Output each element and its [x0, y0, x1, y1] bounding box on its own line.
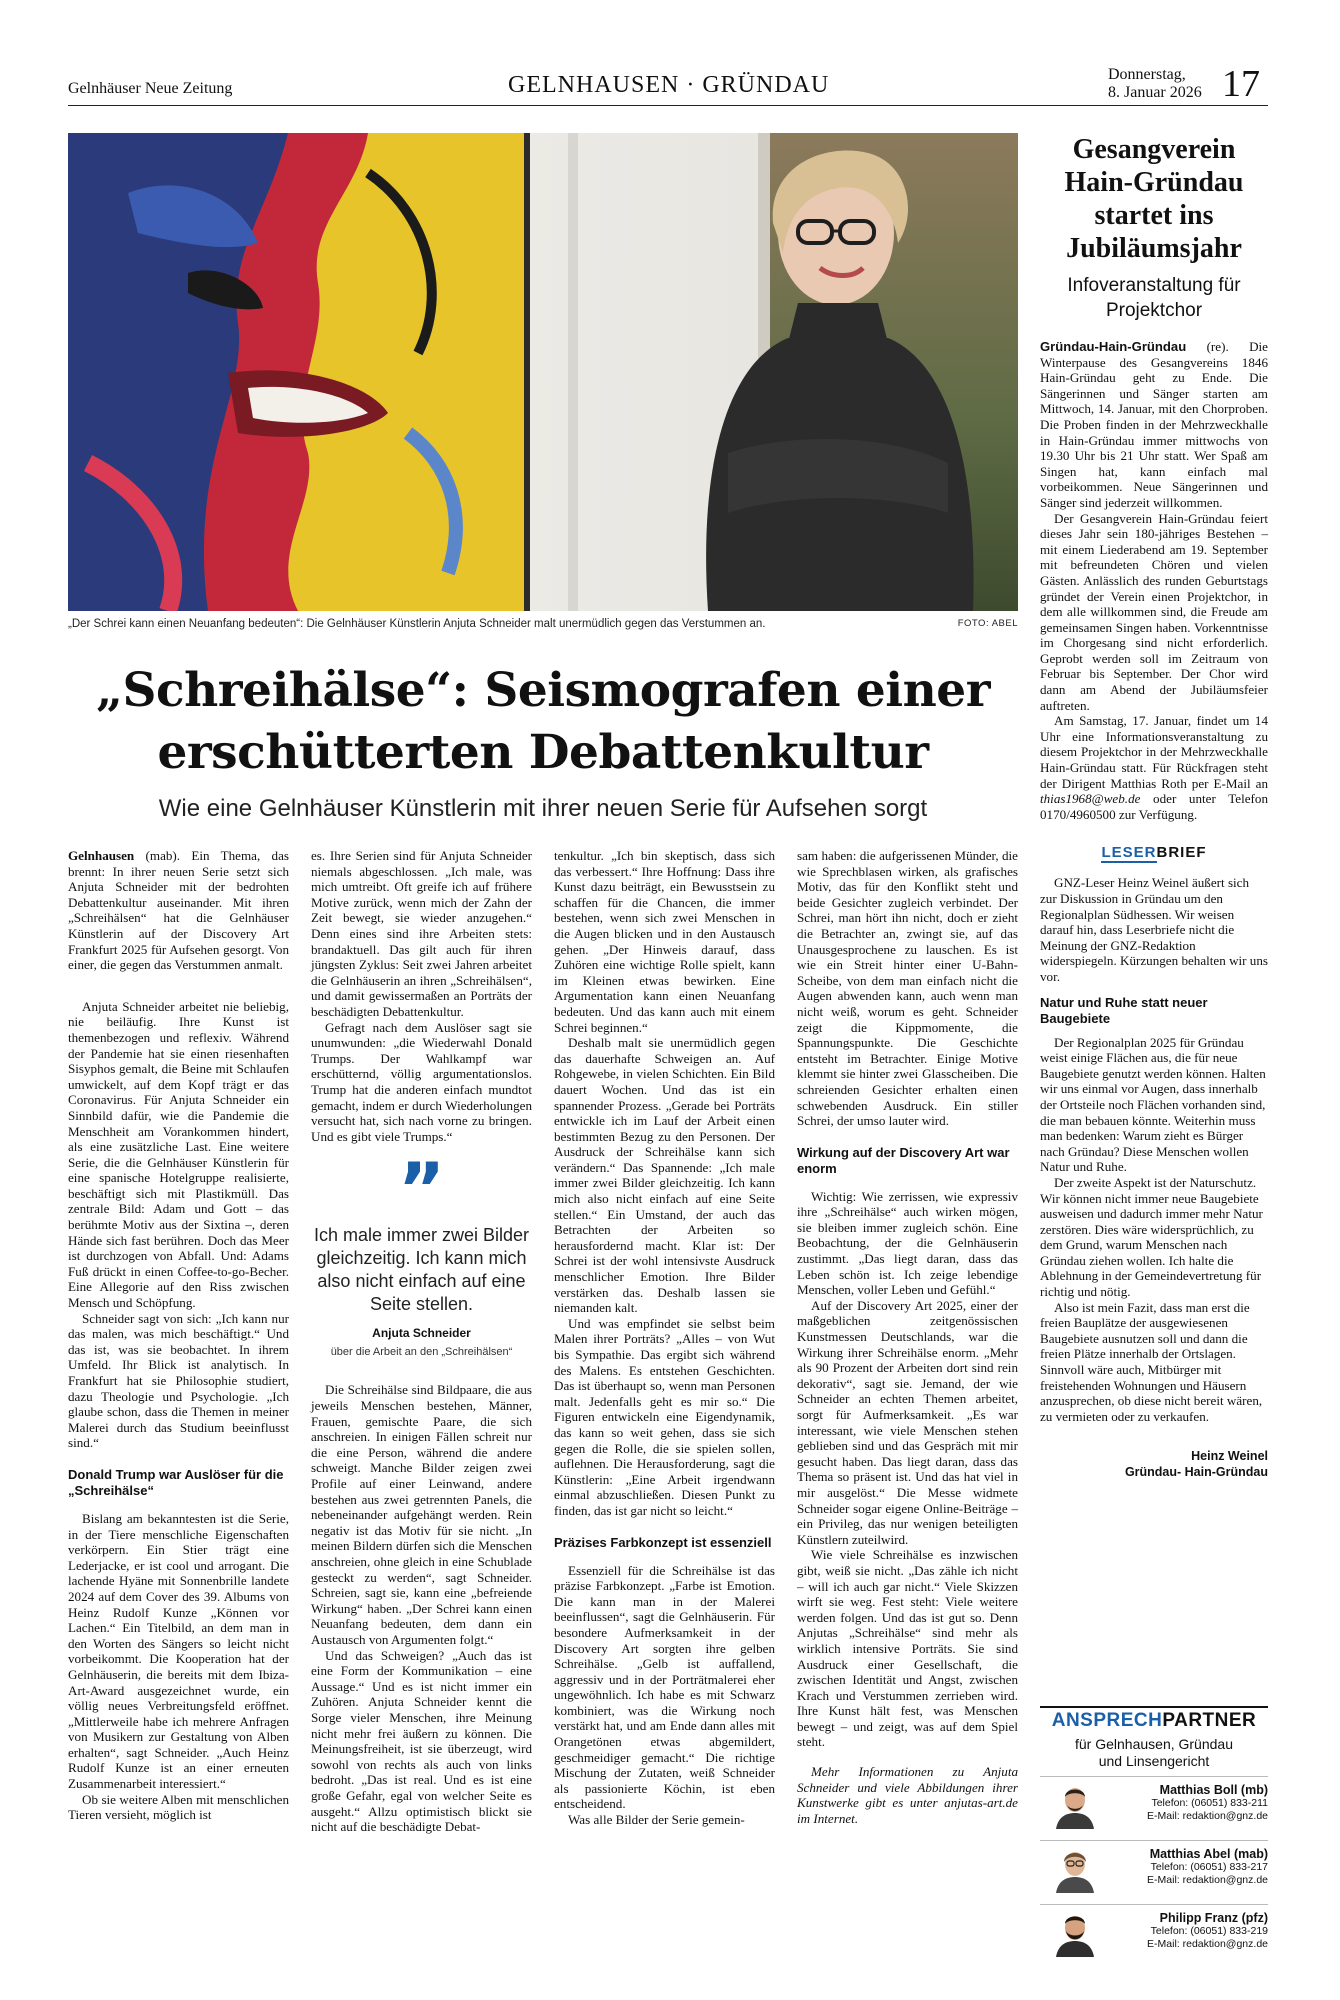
ansprechpartner-subtitle: für Gelnhausen, Gründau und Linsengericht [1075, 1736, 1233, 1769]
article-paragraph: Was alle Bilder der Serie gemein- [568, 1812, 745, 1828]
contact-card [1040, 1776, 1268, 1834]
article-subhead: Wie eine Gelnhäuser Künstlerin mit ihrer neuen Serie für Aufsehen sorgt [158, 795, 928, 822]
leserbrief-paragraph: Der zweite Aspekt ist der Naturschutz. Wir können nicht immer neue Baugebiete ausweisen und dadurch immer mehr Natur zerstören. Dies wäre widersprüchlich, zu dem Grund, warum Menschen nach Gründau ziehen wollen. Ich halte die Ablehnung in der Gemeindevertretung für richtig und nötig. [1040, 1174, 1263, 1300]
article-lead: Gelnhausen (mab). Ein Thema, das brennt: In ihrer neuen Serie setzt sich Anjuta Schneider mit der bedrohten Debattenkultur auseinander. Mit ihren „Schreihälsen“ hat die Gelnhäuser Künstlerin auf der Discovery Art Frankfurt 2025 für Aufsehen gesorgt. Von einer, die gegen das Verstummen anmalt. [68, 848, 289, 973]
contact-email[interactable]: E-Mail: redaktion@gnz.de [1147, 1810, 1268, 1822]
article-headline: „Schreihälse“: Seismografen einer erschütterten Debattenkultur [96, 663, 990, 780]
ansprechpartner-box [1040, 1706, 1268, 1950]
photo-credit: FOTO: ABEL [957, 618, 1018, 629]
ansprechpartner-title: ANSPRECHPARTNER [1040, 1706, 1268, 1732]
photo-caption: „Der Schrei kann einen Neuanfang bedeuten“: Die Gelnhäuser Künstlerin Anjuta Schneider malt unermüdlich gegen das Verstummen an. FOTO: ABEL [68, 618, 1018, 630]
leserbrief-intro: GNZ-Leser Heinz Weinel äußert sich zur Diskussion in Gründau um den Regionalplan Südhessen. Wir weisen darauf hin, dass Leserbriefe nicht die Meinung der GNZ-Redaktion widerspiegeln. Kürzungen behalten wir uns vor. [1040, 875, 1268, 984]
newspaper-name: Gelnhäuser Neue Zeitung [68, 80, 233, 97]
contact-phone: Telefon: (06051) 833-219 [1150, 1925, 1268, 1937]
article-paragraph: Gefragt nach dem Auslöser sagt sie unumwunden: „die Wiederwahl Donald Trumps. Der Wahlkampf war erschütternd, völlig argumentationslos. Trump hat die anderen einfach mundtot gemacht, indem er durch Wiederholungen versucht hat, sich nach vorne zu bringen. Und es gibt viele Trumps.“ [311, 1019, 532, 1144]
sidebar-paragraph: Gründau-Hain-Gründau (re). Die Winterpause des Gesangvereins 1846 Hain-Gründau geht zu Ende. Die Sängerinnen und Sänger starten am Mittwoch, 14. Januar, mit den Chorproben. Die Proben finden in der Mehrzweckhalle in Hain-Gründau immer mittwochs von 19.30 Uhr bis 21 Uhr statt. Wer Spaß am Singen hat, kann einfach mal vorbeikommen. Neue Sängerinnen und Sänger sind jederzeit willkommen. [1040, 339, 1268, 510]
pull-quote [311, 1147, 532, 1360]
contact-name: Matthias Abel (mab) [1149, 1847, 1268, 1861]
contact-phone: Telefon: (06051) 833-217 [1150, 1861, 1268, 1873]
sidebar-paragraph: Der Gesangverein Hain-Gründau feiert dieses Jahr sein 180-jähriges Bestehen – mit einem Liederabend am 19. September mit befreundeten Chören und vielen Gästen. Anlässlich des runden Geburtstags gründet der Verein einen Projektchor, in dem alle willkommen sind, die Freude am gemeinsamen Singen haben. Vorkenntnisse im Chorgesang sind nicht erforderlich. Geprobt werden soll im Zeitraum von Februar bis September. Der Chor wird dann am Abend der Jubiläumsfeier auftreten. [1040, 510, 1268, 713]
leserbrief-paragraph: Also ist mein Fazit, dass man erst die freien Bauplätze der ausgewiesenen Baugebiete ausnutzen soll und dann die freien Plätze innerhalb der Ortslagen. Sinnvoll wäre auch, Mitbürger mit freistehenden Wohnungen und Häusern anzusprechen, ob diese nicht bereit wären, zu vermieten oder zu verkaufen. [1040, 1299, 1263, 1424]
contact-name: Matthias Boll (mb) [1159, 1783, 1268, 1797]
quote-role: über die Arbeit an den „Schreihälsen“ [330, 1345, 513, 1358]
article-subheading: Wirkung auf der Discovery Art war enorm [797, 1144, 1010, 1176]
article-paragraph: tenkultur. „Ich bin skeptisch, dass sich das verbessert.“ Ihre Hoffnung: Dass ihre Kunst dazu beiträgt, ein Bewusstsein zu schaffen für die Chancen, die immer bestehen, wenn sich zwei Menschen in die Augen blicken und in den Austausch gehen. „Der Hinweis darauf, dass Zuhören eine wichtige Rolle spielt, kann im Kleinen etwas bewirken. Eine Argumentation kann einen Neuanfang bedeuten. Und das kann auch mit einem Schrei beginnen.“ [554, 848, 775, 1035]
article-info-note: Mehr Informationen zu Anjuta Schneider und viele Abbildungen ihrer Kunstwerke gibt es unter anjutas-art.de im Internet. [797, 1764, 1018, 1826]
article-paragraph: Essenziell für die Schreihälse ist das präzise Farbkonzept. „Farbe ist Emotion. Die kann man in der Malerei beeinflussen“, sagt die Gelnhäuserin. Für besondere Aufmerksamkeit in der Discovery Art sorgten ihre gelben Schreihälse. „Gelb ist auffallend, aggressiv und in der Porträtmalerei eher ungewöhnlich. Ich habe es mit Schwarz kombiniert, was die Wirkung noch verstärkt hat, und am Ende dann alles mit Orangetönen etwas abgemildert, geschmeidiger gemacht.“ Die richtige Mischung der Zutaten, weiß Schneider als passionierte Köchin, ist eben entscheidend. [554, 1562, 775, 1812]
photo-artist-with-painting [68, 133, 1018, 611]
leserbrief [1040, 875, 1268, 1480]
sidebar-article [1040, 339, 1268, 822]
avatar [1052, 1845, 1098, 1893]
article-paragraph: Wie viele Schreihälse es inzwischen gibt, weiß sie nicht. „Das zähle ich nicht – will ich auch gar nicht.“ Viele Skizzen wirft sie weg. Fest steht: Viele weitere werden folgen. Und das ist gut so. Denn Anjutas „Schreihälse“ sind mehr als wirklich intensive Porträts. Sie sind Ausdruck einer Gesellschaft, die zwischen Identität und Angst, zwischen Krach und Verstummen zerrieben wird. Ihre Kunst hält fest, was Menschen bewegt – und zeigt, was auf dem Spiel steht. [797, 1547, 1018, 1750]
article-column-1 [68, 848, 289, 1823]
article-paragraph: es. Ihre Serien sind für Anjuta Schneider niemals abgeschlossen. „Ich male, was mich umtreibt. Oft greife ich auf frühere Motive zurück, wenn mich der Zahn der Zeit bewegt, sie wieder anzugehen.“ Denn eines sind ihre Arbeiten stets: brandaktuell. Das gilt auch für ihren jüngsten Zyklus: Seit zwei Jahren arbeitet die Gelnhäuserin an ihren „Schreihälsen“, und damit gewissermaßen an Porträts der beschädigten Debattenkultur. [311, 848, 532, 1019]
contact-email[interactable]: E-Mail: redaktion@gnz.de [1147, 1938, 1268, 1950]
contact-card [1040, 1904, 1268, 1962]
page-number: 17 [1222, 63, 1260, 105]
article-paragraph: Und was empfindet sie selbst beim Malen ihrer Porträts? „Alles – von Wut bis Sympathie. Das ergibt sich während des Malens. Es entstehen Geschichten. Das ist überhaupt so, wenn man Personen malt. Jedenfalls geht es mir so.“ Die Figuren entwickeln eine Eigendynamik, das kann so weit gehen, dass sie sich gegen die Rolle, die sie spielen sollen, auflehnen. Die Herausforderung, sagt die Künstlerin: „Eine Arbeit irgendwann einmal abzuschließen. Diesen Punkt zu finden, das ist gar nicht so leicht.“ [554, 1315, 775, 1518]
leserbrief-heading: Natur und Ruhe statt neuer Baugebiete [1040, 994, 1208, 1026]
contact-email[interactable]: E-Mail: redaktion@gnz.de [1147, 1874, 1268, 1886]
contact-phone: Telefon: (06051) 833-211 [1151, 1797, 1268, 1809]
article-subheading: Donald Trump war Auslöser für die „Schreihälse“ [68, 1466, 284, 1498]
masthead [68, 58, 1268, 106]
article-subheading: Präzises Farbkonzept ist essenziell [554, 1534, 772, 1550]
contact-name: Philipp Franz (pfz) [1159, 1911, 1268, 1925]
contact-email-link[interactable]: thias1968@web.de [1040, 791, 1141, 807]
article-column-3 [554, 848, 775, 1828]
sidebar-paragraph: Am Samstag, 17. Januar, findet um 14 Uhr eine Informationsveranstaltung zu diesem Projektchor in der Mehrzweckhalle Hain-Gründau statt. Für Rückfragen steht der Dirigent Matthias Roth per E-Mail an thias1968@web.de oder unter Telefon 0170/4960500 zur Verfügung. [1040, 713, 1268, 822]
leserbrief-label: LESERBRIEF [1101, 844, 1207, 862]
avatar [1052, 1781, 1098, 1829]
sidebar-headline: Gesangverein Hain-Gründau startet ins Jubiläumsjahr [1064, 134, 1244, 264]
quote-author: Anjuta Schneider [372, 1326, 471, 1341]
leserbrief-signature: Heinz Weinel Gründau- Hain-Gründau [1124, 1449, 1268, 1480]
section-title: GELNHAUSEN · GRÜNDAU [508, 72, 830, 98]
article-paragraph: Anjuta Schneider arbeitet nie beliebig, nie beiläufig. Ihre Kunst ist themenbezogen und reflexiv. Während der Pandemie hat sie einen riesenhaften Sisyphos gemalt, die Beine mit Schlaufen umwickelt, auf dem Kopf trägt er das Coronavirus. Für Anjuta Schneider ein Sinnbild dafür, wie die Pandemie die Menschheit am Vorankommen hindert, als eine zusätzliche Last. Eine weitere Serie, die die Gelnhäuser Künstlerin für eine spanische Hotelgruppe realisierte, beschäftigt sich mit Plastikmüll. Das zentrale Bild: Adam und Gott – das berühmte Motiv aus der Sixtina –, deren Hände sich fast berühren. Doch das Meer ist durchzogen von Abfall. Und: Adams Fuß drückt in einen Coffee-to-go-Becher. Eine Allegorie auf den Riss zwischen Mensch und Schöpfung. [68, 998, 289, 1311]
avatar [1052, 1909, 1098, 1957]
article-paragraph: Schneider sagt von sich: „Ich kann nur das malen, was mich beschäftigt.“ Und das ist, was sie beobachtet. In ihrem Umfeld. Ihr Blick ist analytisch. In Frankfurt hat sie Philosophie studiert, dazu Theologie und Psychologie. „Ich glaube schon, dass die Themen in meiner Malerei durch das Studium beeinflusst sind.“ [68, 1310, 289, 1451]
quote-text: Ich male immer zwei Bilder gleichzeitig. Ich kann mich also nicht einfach auf eine Seite stellen. [313, 1225, 530, 1315]
leserbrief-paragraph: Der Regionalplan 2025 für Gründau weist einige Flächen aus, die für neue Baugebiete genutzt werden können. Halten wir uns einmal vor Augen, dass innerhalb der Ortsteile noch Flächen vorhanden sind, die man bebauen könnte. Weiterhin muss man bedenken: Warum zieht es Bürger nach Gründau? Diese Menschen wollen Natur und Ruhe. [1040, 1034, 1266, 1175]
article-paragraph: Bislang am bekanntesten ist die Serie, in der Tiere menschliche Eigenschaften verkörpern. Ein Stier trägt eine Lederjacke, er ist cool und arrogant. Die lachende Hyäne mit Sonnenbrille landete 2024 auf dem Cover des 39. Albums von Heinz Rudolf Kunze „Können vor Lachen.“ Ein Titelbild, an dem man in den Worten des Sängers so leicht nicht vorbeikommt. Die Kooperation hat der Gelnhäuserin, die bereits mit dem Ibiza-Art-Award ausgezeichnet wurde, ein völlig neues Verbreitungsfeld eröffnet. „Mittlerweile habe ich mehrere Anfragen von Musikern zur Gestaltung von Alben erhalten“, sagt Schneider. „Auch Heinz Rudolf Kunze ist an einer erneuten Zusammenarbeit interessiert.“ [68, 1510, 289, 1792]
article-paragraph: sam haben: die aufgerissenen Münder, die wie Sprechblasen wirken, als grafisches Motiv, das für den Konflikt steht und beide Gesichter zugleich verbindet. Der Schrei, man hört ihn nicht, doch er zieht die Betrachter an, zwingt sie, auf das Unausgesprochene zu lauschen. Es ist wie ein Streit hinter einer U-Bahn-Scheibe, von dem man einfach nicht die Augen abwenden kann, auch wenn man nicht weiß, worum es geht. Schneider zeigt die Kippmomente, die Spannungspunkte. Die Geschichte entsteht im Betrachter. Einige Motive klemmt sie hinter zwei Glasscheiben. Die schreienden Gesichter erhalten einen schwebenden Ausdruck. Ein stiller Schrei, der umso lauter wird. [797, 848, 1018, 1129]
article-photo [68, 133, 1018, 611]
issue-date: Donnerstag, 8. Januar 2026 [1108, 66, 1202, 101]
contact-card [1040, 1840, 1268, 1898]
article-paragraph: Und das Schweigen? „Auch das ist eine Form der Kommunikation – eine Aussage.“ Und es ist nicht immer ein Zuhören. Anjuta Schneider kennt die Sorge vieler Menschen, ihre Meinung nicht mehr frei äußern zu können. Die Meinungsfreiheit, ist sie überzeugt, wird sowohl von rechts als auch von links bedroht. „Das ist real. Und es ist eine große Gefahr, egal von welcher Seite es ausgeht.“ Allzu optimistisch blickt sie nicht auf die beschädigte Debat- [311, 1647, 532, 1835]
article-column-2 [311, 848, 532, 1835]
sidebar-subhead: Infoveranstaltung für Projektchor [1067, 275, 1241, 321]
article-column-4 [797, 848, 1018, 1826]
sidebar [1040, 133, 1268, 1480]
article-paragraph: Die Schreihälse sind Bildpaare, die aus jeweils Menschen bestehen, Männer, Frauen, gemischte Paare, die sich anschreien. In einigen Fällen schreit nur die eine Person, während die andere schweigt. Manche Bilder zeigen zwei Profile auf einer Leinwand, andere bestehen aus zwei getrennten Panels, die nebeneinander aufgehängt werden. Rein negativ ist das Motiv für sie nicht. „In meinen Bildern dürfen sich die Menschen anschreien, ohne gleich in eine Schublade gesteckt zu werden“, sagt Schneider. Schreien, sagt sie, kann eine „befreiende Wirkung“ haben. „Der Schrei kann einen Neuanfang bedeuten, dem dann ein Austausch von Argumenten folgt.“ [311, 1382, 532, 1647]
article-paragraph: Wichtig: Wie zerrissen, wie expressiv ihre „Schreihälse“ auch wirken mögen, sie bleiben immer zugleich schön. Eine Beobachtung, der die Gelnhäuserin zustimmt. „Das liegt daran, dass das Leben schön ist. Ich zeige lebendige Menschen, voller Leben und Gefühl.“ [797, 1188, 1018, 1298]
article-paragraph: Auf der Discovery Art 2025, einer der maßgeblichen zeitgenössischen Kunstmessen Deutschlands, war die Wirkung ihrer Schreihälse enorm. „Mehr als 90 Prozent der Arbeiten dort sind rein dekorativ“, sagt sie. Jemand, der wie Schneider an echten Themen arbeitet, sorgt für Aufmerksamkeit. „Es war interessant, wie viele Menschen stehen geblieben sind und das Gespräch mit mir gesucht haben. Das liegt daran, dass das Thema so präsent ist. Und das hat viel in mir ausgelöst.“ Die Messe widmete Schneider sogar eigene Online-Beiträge – ein Privileg, das nur wenigen beteiligten Künstlern zuteilwird. [797, 1297, 1018, 1547]
quote-mark-icon: ” [397, 1147, 446, 1232]
article-paragraph: Deshalb malt sie unermüdlich gegen das dauerhafte Schweigen an. Auf Rohgewebe, in vielen Schichten. Ein Bild dauert Wochen. Und das ist ein spannender Prozess. „Gerade bei Porträts entwickle ich im Lauf der Arbeit einen bestimmten Bezug zu den Personen. Der Ausdruck der Schreihälse kann sich verändern.“ Das Spannende: „Ich male immer zwei Bilder gleichzeitig. Ich kann mich also nicht einfach auf eine Seite stellen.“ Ein Umstand, der auch das Betrachten der Arbeiten so herausfordernd macht. Klar ist: Der Schrei ist der wohl intensivste Ausdruck menschlicher Emotion. Ihre Bilder verstärken das. Deshalb lassen sie niemanden kalt. [554, 1035, 775, 1316]
article-paragraph: Ob sie weitere Alben mit menschlichen Tieren versieht, möglich ist [68, 1791, 289, 1823]
